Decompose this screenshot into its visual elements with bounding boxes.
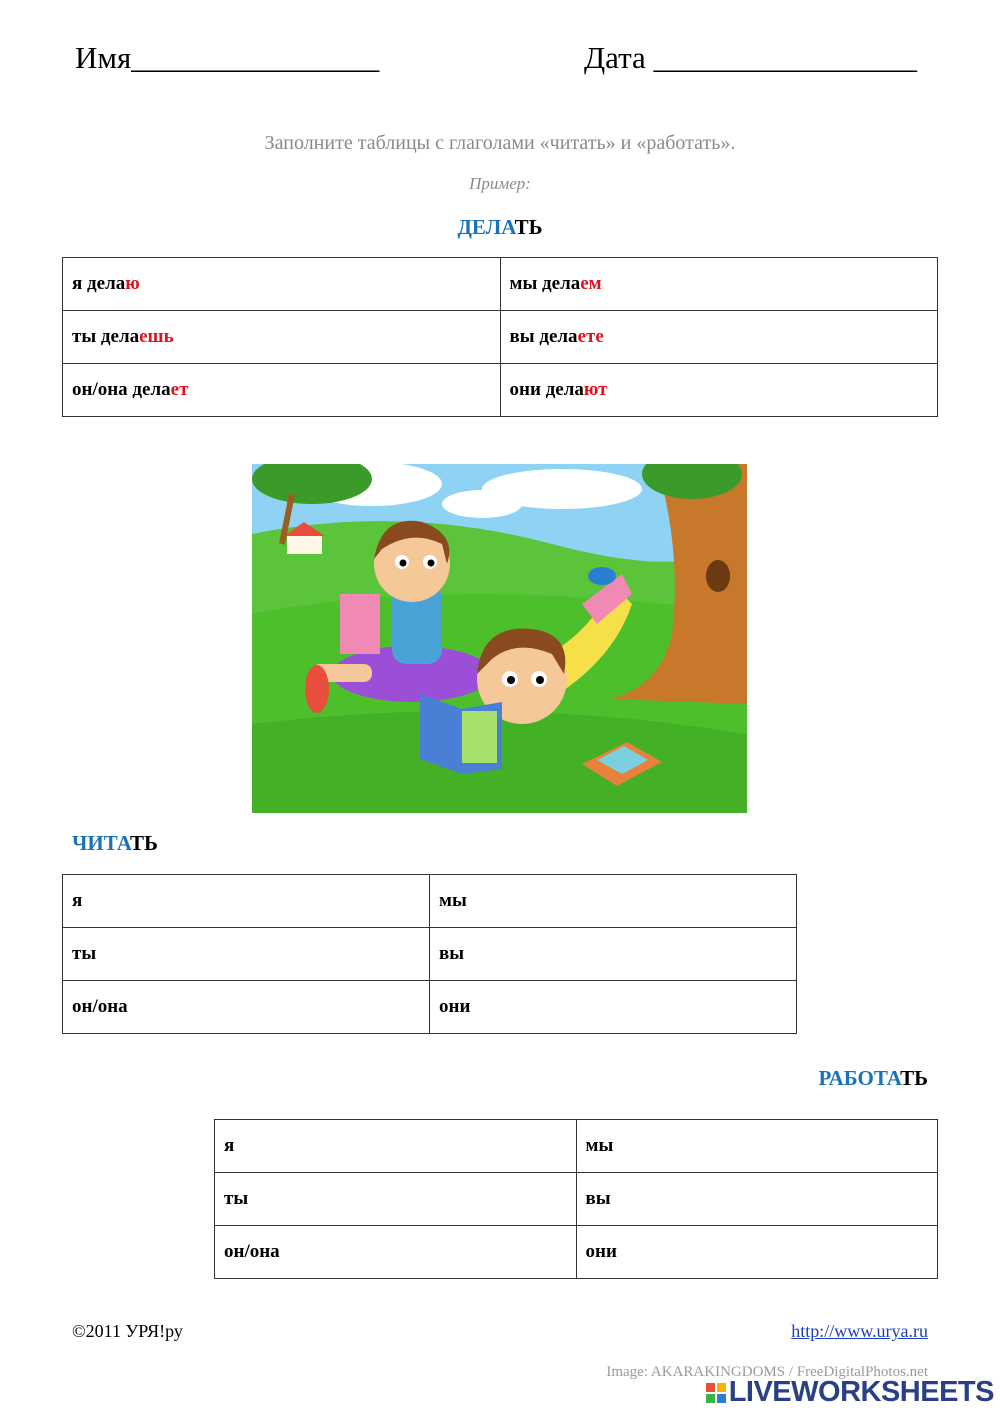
exercise1-verb-title bbox=[72, 831, 158, 856]
table-row bbox=[63, 875, 797, 928]
table-row bbox=[63, 364, 938, 417]
table-row bbox=[63, 311, 938, 364]
table-cell: я делаю bbox=[63, 258, 501, 311]
example-conjugation-table bbox=[62, 257, 938, 417]
table-cell[interactable]: вы bbox=[576, 1173, 938, 1226]
table-cell: они делают bbox=[500, 364, 938, 417]
exercise1-conjugation-table bbox=[62, 874, 797, 1034]
verb-ending: ТЬ bbox=[130, 831, 158, 855]
verb-ending: ТЬ bbox=[514, 215, 543, 239]
table-cell: мы делаем bbox=[500, 258, 938, 311]
table-cell[interactable]: ты bbox=[215, 1173, 577, 1226]
table-row bbox=[63, 928, 797, 981]
table-row bbox=[63, 258, 938, 311]
table-cell[interactable]: они bbox=[576, 1226, 938, 1279]
table-cell[interactable]: вы bbox=[430, 928, 797, 981]
date-field-label: Дата _________________ bbox=[584, 40, 918, 75]
image-credit: Image: AKARAKINGDOMS / FreeDigitalPhotos.net bbox=[606, 1364, 928, 1380]
table-cell[interactable]: ты bbox=[63, 928, 430, 981]
table-cell[interactable]: я bbox=[215, 1120, 577, 1173]
table-row bbox=[215, 1173, 938, 1226]
name-field-label: Имя________________ bbox=[75, 40, 380, 75]
verb-stem: РАБОТА bbox=[818, 1066, 901, 1090]
table-cell: ты делаешь bbox=[63, 311, 501, 364]
table-row bbox=[63, 981, 797, 1034]
exercise2-conjugation-table bbox=[214, 1119, 938, 1279]
verb-ending: ТЬ bbox=[900, 1066, 928, 1090]
verb-stem: ЧИТА bbox=[72, 831, 131, 855]
table-cell: вы делаете bbox=[500, 311, 938, 364]
table-row bbox=[215, 1226, 938, 1279]
table-cell[interactable]: они bbox=[430, 981, 797, 1034]
table-row bbox=[215, 1120, 938, 1173]
table-cell[interactable]: мы bbox=[576, 1120, 938, 1173]
table-cell[interactable]: он/она bbox=[215, 1226, 577, 1279]
exercise2-verb-title bbox=[818, 1066, 928, 1091]
verb-stem: ДЕЛА bbox=[457, 215, 515, 239]
liveworksheets-logo bbox=[706, 1376, 994, 1409]
brand-text: LIVEWORKSHEETS bbox=[728, 1376, 994, 1408]
table-cell: он/она делает bbox=[63, 364, 501, 417]
table-cell[interactable]: мы bbox=[430, 875, 797, 928]
website-link[interactable]: http://www.urya.ru bbox=[791, 1321, 928, 1341]
instruction-text: Заполните таблицы с глаголами «читать» и «работать». bbox=[264, 132, 736, 154]
table-cell[interactable]: я bbox=[63, 875, 430, 928]
example-verb-title bbox=[0, 215, 1000, 240]
table-cell[interactable]: он/она bbox=[63, 981, 430, 1034]
children-reading-illustration bbox=[252, 464, 747, 813]
logo-blocks-icon bbox=[706, 1383, 726, 1403]
copyright-text: ©2011 УРЯ!ру bbox=[72, 1321, 183, 1341]
example-label: Пример: bbox=[469, 174, 531, 193]
